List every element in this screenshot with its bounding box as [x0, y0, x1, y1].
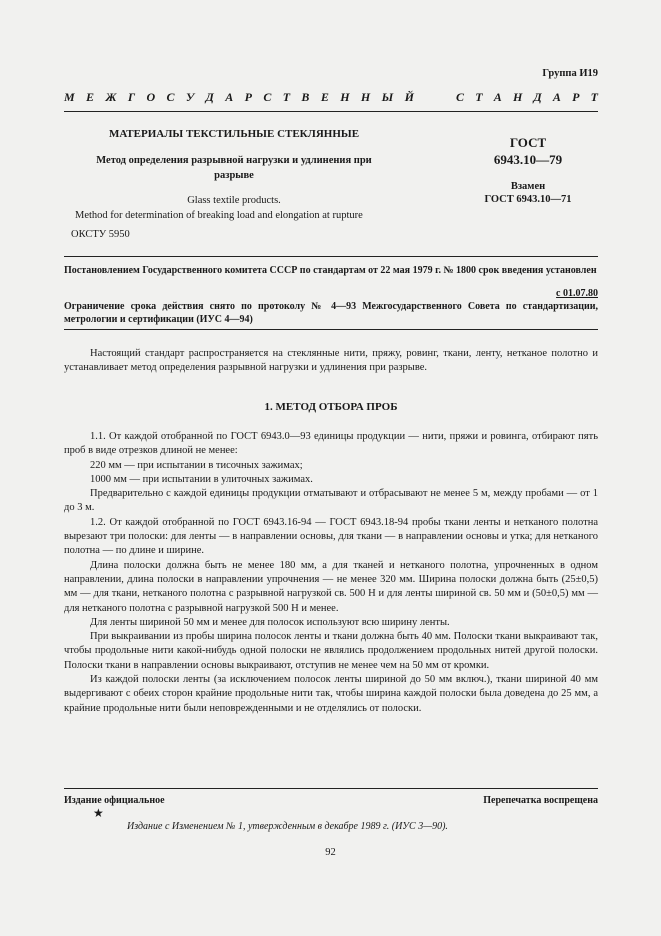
- page-number: 92: [325, 847, 336, 858]
- banner-letter: О: [146, 90, 156, 104]
- banner-letter: С: [166, 90, 175, 104]
- banner-letter: Н: [360, 90, 371, 104]
- group-code: Группа И19: [542, 68, 598, 79]
- banner-letter: Е: [86, 90, 95, 104]
- banner-letter: Т: [475, 90, 483, 104]
- okstu-code: ОКСТУ 5950: [71, 229, 130, 240]
- banner-letter: Ы: [381, 90, 394, 104]
- gost-number: 6943.10—79: [493, 152, 563, 167]
- footer-rule: [64, 788, 598, 789]
- replaces-block: [458, 180, 598, 206]
- banner-letter: Й: [404, 90, 414, 104]
- banner-letter: Т: [590, 90, 598, 104]
- document-subtitle: [64, 153, 404, 183]
- paragraph: Длина полоски должна быть не менее 180 мм, а для тканей и нетканого полотна, упрочненных в одном направлении, длина полоски в направлении упрочнения — не менее 320 мм. Ширина полоски должна быть (25±0,5) мм — для ткани, нетканого полотна с разрывной нагрузкой св. 500 Н и для ленты шириной св. 50 мм и (50±0,5) мм — для нетканого полотна с разрывной нагрузкой 500 Н и менее.: [64, 559, 598, 614]
- banner-letter: Р: [572, 90, 580, 104]
- star-icon: ★: [93, 806, 104, 820]
- banner-letter: Н: [512, 90, 523, 104]
- paragraph: Настоящий стандарт распространяется на стеклянные нити, пряжу, ровинг, ткани, ленту, нетканое полотно и устанавливает метод определения разрывной нагрузки и удлинения при разрыве.: [64, 348, 598, 374]
- paragraph: 1000 мм — при испытании в улиточных зажимах.: [90, 473, 313, 485]
- gost-designation: [458, 134, 598, 168]
- banner-letter: В: [301, 90, 310, 104]
- banner-letter: У: [185, 90, 195, 104]
- paragraph: При выкраивании из пробы ширина полосок ленты и ткани должна быть 40 мм. Полоски ткани выкраивают так, чтобы продольные нити какой-нибудь одной полоски не являлись продолжением продольных нитей другой полоски. Полоски ткани в направлении основы выкраивают, отступив не менее чем на 50 мм от кромки.: [64, 631, 598, 671]
- limit-removal-text: Ограничение срока действия снято по протоколу № 4—93 Межгосударственного Совета по стандартизации, метрологии и сертификации (ИУС 4—94): [64, 301, 598, 325]
- reprint-notice: Перепечатка воспрещена: [483, 795, 598, 806]
- standard-banner: [64, 90, 598, 105]
- replaces-number: ГОСТ 6943.10—71: [484, 194, 572, 205]
- banner-letter: А: [552, 90, 561, 104]
- banner-letter: Д: [205, 90, 214, 104]
- effective-date: с 01.07.80: [556, 288, 598, 299]
- gost-label: ГОСТ: [509, 135, 547, 150]
- banner-letter: Ж: [105, 90, 117, 104]
- section-rule: [64, 329, 598, 330]
- paragraph: Из каждой полоски ленты (за исключением полосок ленты шириной до 50 мм включ.), ткани шириной 40 мм выдергивают с обеих сторон крайние продольные нити так, чтобы ширина каждой полоски была доведена до 25 мм, а крайние продольные нити были неповрежденными и не отделялись от полоски.: [64, 674, 598, 714]
- paragraph: 1.1. От каждой отобранной по ГОСТ 6943.0—93 единицы продукции — нити, пряжи и ровинга, отбирают пять проб в виде отрезков длиной не менее:: [64, 431, 598, 457]
- banner-letter: А: [225, 90, 234, 104]
- banner-letter: С: [263, 90, 272, 104]
- paragraph: 220 мм — при испытании в тисочных зажимах;: [90, 459, 303, 471]
- english-title-line: Glass textile products.: [187, 195, 281, 206]
- banner-letter: М: [64, 90, 75, 104]
- banner-word-interstate: [64, 90, 414, 105]
- paragraph: Для ленты шириной 50 мм и менее для полосок используют всю ширину ленты.: [90, 616, 450, 628]
- banner-letter: Г: [127, 90, 136, 104]
- section-title: 1. МЕТОД ОТБОРА ПРОБ: [264, 401, 398, 413]
- paragraph: 1.2. От каждой отобранной по ГОСТ 6943.16-94 — ГОСТ 6943.18-94 пробы ткани ленты и нетканого полотна вырезают три полоски: для ленты — в направлении основы, для ткани — в направлении основы и утка; для нетканого полотна — по длине и ширине.: [64, 516, 598, 557]
- document-title: МАТЕРИАЛЫ ТЕКСТИЛЬНЫЕ СТЕКЛЯННЫЕ: [108, 128, 360, 140]
- banner-letter: Е: [320, 90, 329, 104]
- subtitle-line: Метод определения разрывной нагрузки и удлинения при: [96, 155, 372, 166]
- english-title: [64, 193, 404, 223]
- header-rule: [64, 111, 598, 112]
- official-edition-label: Издание официальное: [64, 795, 165, 806]
- intro-paragraph: [64, 347, 598, 376]
- edition-note: Издание с Изменением № 1, утвержденным в декабре 1989 г. (ИУС 3—90).: [127, 821, 448, 832]
- english-title-line: Method for determination of breaking load and elongation at rupture: [75, 210, 363, 221]
- replaces-label: Взамен: [510, 181, 546, 192]
- section-rule: [64, 256, 598, 257]
- decree-text: Постановлением Государственного комитета СССР по стандартам от 22 мая 1979 г. № 1800 срок введения установлен: [64, 265, 597, 276]
- banner-word-standard: [456, 90, 598, 105]
- banner-letter: Т: [282, 90, 291, 104]
- banner-letter: Н: [340, 90, 350, 104]
- banner-letter: А: [493, 90, 502, 104]
- banner-letter: С: [456, 90, 465, 104]
- subtitle-line: разрыве: [214, 170, 254, 181]
- section-body: [64, 430, 598, 716]
- paragraph: Предварительно с каждой единицы продукции отматывают и отбрасывают не менее 5 м, между пробами — от 1 до 3 м.: [64, 488, 598, 514]
- banner-letter: Д: [533, 90, 542, 104]
- banner-letter: Р: [244, 90, 252, 104]
